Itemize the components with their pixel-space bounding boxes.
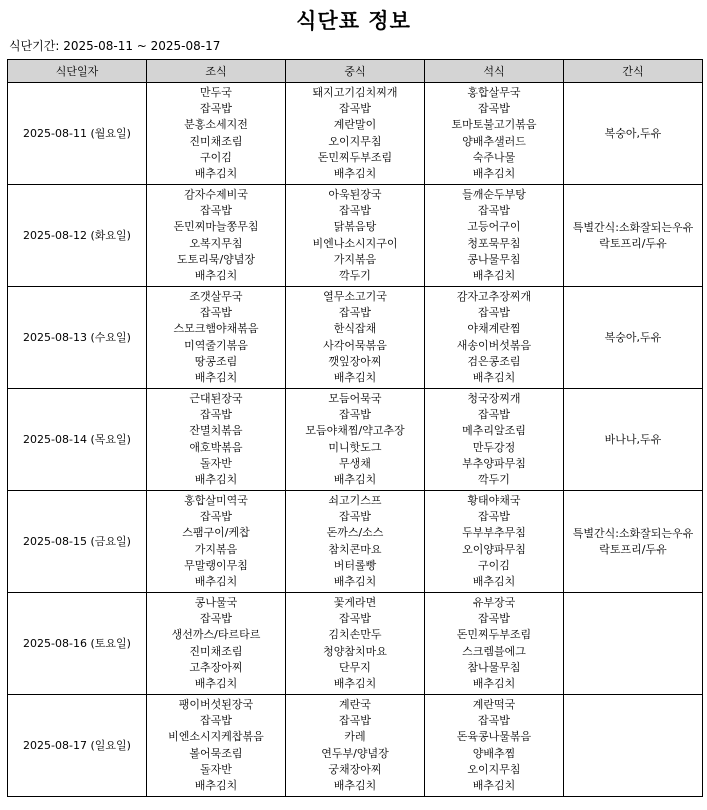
breakfast-cell xyxy=(147,287,286,389)
dish-item: 돌자반 xyxy=(200,456,232,470)
dish-item: 배추김치 xyxy=(333,778,377,792)
dish-item: 잡곡밥 xyxy=(478,510,510,524)
snack-item: 복숭아,두유 xyxy=(604,330,662,344)
meal-date: 2025-08-15 (금요일) xyxy=(8,491,147,593)
dish-item: 구이김 xyxy=(200,150,232,164)
dish-item: 땅콩조림 xyxy=(194,354,238,368)
dish-item: 배추김치 xyxy=(472,778,516,792)
dish-item: 고등어구이 xyxy=(467,220,521,234)
meal-table xyxy=(7,59,703,797)
dish-item: 꽃게라면 xyxy=(333,595,377,609)
meal-date: 2025-08-14 (목요일) xyxy=(8,389,147,491)
header-dinner: 석식 xyxy=(425,60,564,83)
dish-item: 양배추샐러드 xyxy=(462,134,526,148)
dish-item: 잡곡밥 xyxy=(339,714,371,728)
dish-item: 스크렘블에그 xyxy=(462,644,526,658)
table-row xyxy=(8,287,703,389)
dish-item: 콩나물무침 xyxy=(467,252,521,266)
dish-item: 잡곡밥 xyxy=(200,714,232,728)
lunch-cell xyxy=(286,389,425,491)
meal-period: 식단기간: 2025-08-11 ~ 2025-08-17 xyxy=(9,39,221,53)
dish-item: 잡곡밥 xyxy=(200,204,232,218)
dish-item: 새송이버섯볶음 xyxy=(456,338,532,352)
dish-item: 홍합살미역국 xyxy=(184,493,248,507)
dish-item: 비엔소시지케찹볶음 xyxy=(168,730,264,744)
dish-item: 배추김치 xyxy=(472,268,516,282)
snack-cell xyxy=(564,491,703,593)
breakfast-cell xyxy=(147,389,286,491)
breakfast-cell xyxy=(147,593,286,695)
dish-item: 잡곡밥 xyxy=(200,510,232,524)
snack-item: 복숭아,두유 xyxy=(604,126,662,140)
dish-item: 숙주나물 xyxy=(472,150,516,164)
dish-item: 배추김치 xyxy=(194,268,238,282)
dish-item: 무말랭이무침 xyxy=(184,558,248,572)
dish-item: 양배추찜 xyxy=(472,746,516,760)
dish-item: 배추김치 xyxy=(194,778,238,792)
dish-item: 오복지무침 xyxy=(189,236,243,250)
dish-item: 잡곡밥 xyxy=(339,612,371,626)
snack-item: 락토프리/두유 xyxy=(599,236,667,250)
snack-cell xyxy=(564,185,703,287)
dish-item: 스팸구이/케찹 xyxy=(182,526,250,540)
dish-item: 황태야채국 xyxy=(467,493,521,507)
table-row xyxy=(8,491,703,593)
table-row xyxy=(8,389,703,491)
dish-item: 들깨순두부탕 xyxy=(462,187,526,201)
header-snack: 간식 xyxy=(564,60,703,83)
dish-item: 배추김치 xyxy=(194,472,238,486)
snack-cell xyxy=(564,593,703,695)
dish-item: 닭볶음탕 xyxy=(333,220,377,234)
dish-item: 야채계란찜 xyxy=(467,322,521,336)
dish-item: 잡곡밥 xyxy=(478,612,510,626)
dinner-cell xyxy=(425,389,564,491)
dish-item: 부추양파무침 xyxy=(462,456,526,470)
dish-item: 계란떡국 xyxy=(472,697,516,711)
dish-item: 근대된장국 xyxy=(189,391,243,405)
dish-item: 배추김치 xyxy=(472,166,516,180)
breakfast-cell xyxy=(147,185,286,287)
dish-item: 메추리알조림 xyxy=(462,424,526,438)
dish-item: 깻잎장아찌 xyxy=(328,354,382,368)
dinner-cell xyxy=(425,185,564,287)
dish-item: 배추김치 xyxy=(194,166,238,180)
snack-cell xyxy=(564,83,703,185)
dish-item: 돌자반 xyxy=(200,762,232,776)
dish-item: 생선까스/타르타르 xyxy=(171,628,261,642)
dish-item: 미역줄기볶음 xyxy=(184,338,248,352)
dinner-cell xyxy=(425,83,564,185)
meal-date: 2025-08-13 (수요일) xyxy=(8,287,147,389)
dish-item: 참나물무침 xyxy=(467,660,521,674)
dish-item: 배추김치 xyxy=(333,574,377,588)
dish-item: 잡곡밥 xyxy=(478,306,510,320)
dish-item: 쇠고기스프 xyxy=(328,493,382,507)
dish-item: 모듬야채찜/약고추장 xyxy=(305,424,405,438)
dish-item: 스모크햄야채볶음 xyxy=(173,322,259,336)
breakfast-cell xyxy=(147,695,286,797)
meal-date: 2025-08-11 (월요일) xyxy=(8,83,147,185)
dish-item: 김치손만두 xyxy=(328,628,382,642)
dish-item: 고추장아찌 xyxy=(189,660,243,674)
lunch-cell xyxy=(286,491,425,593)
dish-item: 참치콘마요 xyxy=(328,542,382,556)
snack-item: 특별간식:소화잘되는우유 xyxy=(572,526,694,540)
dinner-cell xyxy=(425,491,564,593)
dish-item: 조갯살무국 xyxy=(189,289,243,303)
dish-item: 청양참치마요 xyxy=(323,644,387,658)
dish-item: 열무소고기국 xyxy=(323,289,387,303)
page-title: 식단표 정보 xyxy=(296,9,411,33)
dish-item: 계란국 xyxy=(339,697,371,711)
dish-item: 궁채장아찌 xyxy=(328,762,382,776)
dish-item: 배추김치 xyxy=(472,574,516,588)
dish-item: 두부부추무침 xyxy=(462,526,526,540)
dish-item: 잡곡밥 xyxy=(339,306,371,320)
dish-item: 잡곡밥 xyxy=(339,408,371,422)
dish-item: 오이지무침 xyxy=(328,134,382,148)
dish-item: 잔멸치볶음 xyxy=(189,424,243,438)
dish-item: 감자수제비국 xyxy=(184,187,248,201)
dish-item: 분홍소세지전 xyxy=(184,118,248,132)
dinner-cell xyxy=(425,593,564,695)
dish-item: 한식잡채 xyxy=(333,322,377,336)
lunch-cell xyxy=(286,83,425,185)
meal-date: 2025-08-16 (토요일) xyxy=(8,593,147,695)
dish-item: 돈육콩나물볶음 xyxy=(456,730,532,744)
breakfast-cell xyxy=(147,491,286,593)
dish-item: 오이양파무침 xyxy=(462,542,526,556)
lunch-cell xyxy=(286,287,425,389)
dish-item: 사각어묵볶음 xyxy=(323,338,387,352)
dish-item: 애호박볶음 xyxy=(189,440,243,454)
dish-item: 잡곡밥 xyxy=(478,714,510,728)
dish-item: 배추김치 xyxy=(194,676,238,690)
dish-item: 배추김치 xyxy=(194,574,238,588)
dish-item: 배추김치 xyxy=(333,166,377,180)
table-row xyxy=(8,593,703,695)
lunch-cell xyxy=(286,695,425,797)
dish-item: 단무지 xyxy=(339,660,371,674)
dish-item: 볼어묵조림 xyxy=(189,746,243,760)
dish-item: 잡곡밥 xyxy=(200,408,232,422)
dish-item: 도토리묵/양념장 xyxy=(176,252,256,266)
dish-item: 배추김치 xyxy=(333,370,377,384)
snack-item: 특별간식:소화잘되는우유 xyxy=(572,220,694,234)
dish-item: 팽이버섯된장국 xyxy=(178,697,254,711)
dish-item: 감자고추장찌개 xyxy=(456,289,532,303)
dish-item: 잡곡밥 xyxy=(478,204,510,218)
dish-item: 잡곡밥 xyxy=(478,408,510,422)
header-lunch: 중식 xyxy=(286,60,425,83)
dish-item: 만두강정 xyxy=(472,440,516,454)
dinner-cell xyxy=(425,695,564,797)
dish-item: 모듬어묵국 xyxy=(328,391,382,405)
meal-date: 2025-08-12 (화요일) xyxy=(8,185,147,287)
dish-item: 오이지무침 xyxy=(467,762,521,776)
dinner-cell xyxy=(425,287,564,389)
dish-item: 잡곡밥 xyxy=(339,102,371,116)
lunch-cell xyxy=(286,593,425,695)
dish-item: 돈까스/소스 xyxy=(326,526,384,540)
dish-item: 진미채조림 xyxy=(189,134,243,148)
dish-item: 돈민찌마늘쫑무침 xyxy=(173,220,259,234)
dish-item: 돈민찌두부조림 xyxy=(317,150,393,164)
dish-item: 잡곡밥 xyxy=(339,510,371,524)
dish-item: 깍두기 xyxy=(339,268,371,282)
dish-item: 잡곡밥 xyxy=(200,306,232,320)
dish-item: 깍두기 xyxy=(478,472,510,486)
snack-cell xyxy=(564,695,703,797)
dish-item: 배추김치 xyxy=(472,676,516,690)
dish-item: 청포묵무침 xyxy=(467,236,521,250)
dish-item: 잡곡밥 xyxy=(200,612,232,626)
header-breakfast: 조식 xyxy=(147,60,286,83)
dish-item: 배추김치 xyxy=(472,370,516,384)
table-row xyxy=(8,185,703,287)
dish-item: 토마토불고기볶음 xyxy=(451,118,537,132)
dish-item: 배추김치 xyxy=(333,676,377,690)
dish-item: 카레 xyxy=(344,730,366,744)
dish-item: 잡곡밥 xyxy=(339,204,371,218)
breakfast-cell xyxy=(147,83,286,185)
table-row xyxy=(8,83,703,185)
dish-item: 계란말이 xyxy=(333,118,377,132)
dish-item: 유부장국 xyxy=(472,595,516,609)
snack-item: 락토프리/두유 xyxy=(599,542,667,556)
dish-item: 무생채 xyxy=(339,456,371,470)
lunch-cell xyxy=(286,185,425,287)
dish-item: 청국장찌개 xyxy=(467,391,521,405)
dish-item: 돼지고기김치찌개 xyxy=(312,85,398,99)
dish-item: 잡곡밥 xyxy=(200,102,232,116)
dish-item: 만두국 xyxy=(200,85,232,99)
snack-cell xyxy=(564,389,703,491)
dish-item: 진미채조림 xyxy=(189,644,243,658)
dish-item: 가지볶음 xyxy=(194,542,238,556)
table-header-row xyxy=(8,60,703,83)
snack-cell xyxy=(564,287,703,389)
dish-item: 가지볶음 xyxy=(333,252,377,266)
dish-item: 돈민찌두부조림 xyxy=(456,628,532,642)
dish-item: 검은콩조림 xyxy=(467,354,521,368)
dish-item: 비엔나소시지구이 xyxy=(312,236,398,250)
dish-item: 잡곡밥 xyxy=(478,102,510,116)
header-date: 식단일자 xyxy=(8,60,147,83)
dish-item: 아욱된장국 xyxy=(328,187,382,201)
dish-item: 연두부/양념장 xyxy=(321,746,389,760)
dish-item: 미니핫도그 xyxy=(328,440,382,454)
dish-item: 배추김치 xyxy=(333,472,377,486)
dish-item: 배추김치 xyxy=(194,370,238,384)
meal-date: 2025-08-17 (일요일) xyxy=(8,695,147,797)
dish-item: 홍합살무국 xyxy=(467,85,521,99)
table-row xyxy=(8,695,703,797)
dish-item: 콩나물국 xyxy=(194,595,238,609)
snack-item: 바나나,두유 xyxy=(604,432,662,446)
dish-item: 버터롤빵 xyxy=(333,558,377,572)
dish-item: 구이김 xyxy=(478,558,510,572)
